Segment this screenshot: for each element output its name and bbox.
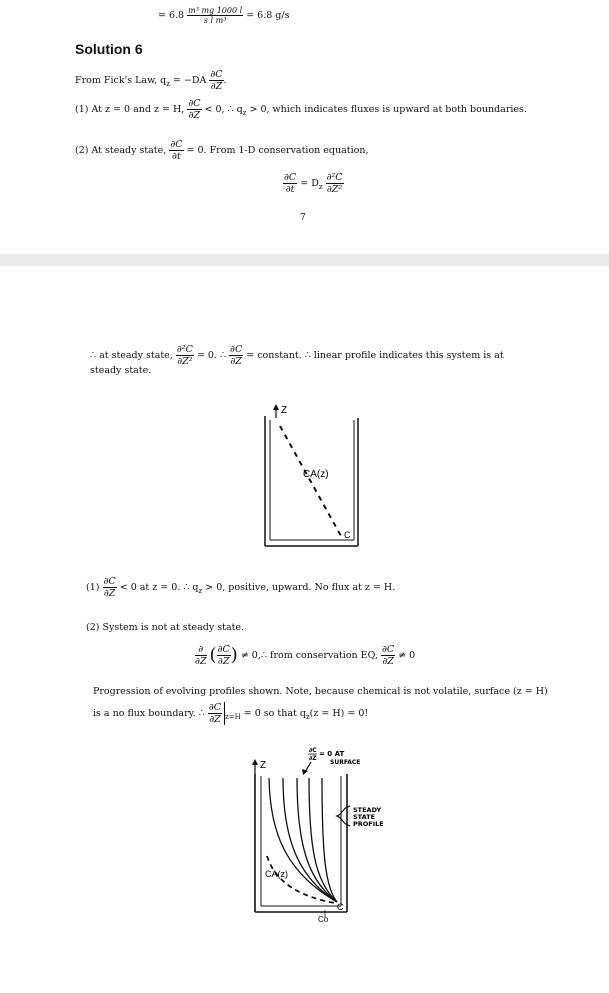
p2-item1-den: ∂Z: [103, 588, 116, 599]
fick-num: ∂C: [210, 69, 223, 80]
cons-lhs-den: ∂t: [285, 184, 295, 195]
cons-rhs-den: ∂Z²: [326, 184, 343, 195]
cons-lhs-fraction: [283, 172, 297, 195]
prog-den: ∂Z: [209, 714, 221, 725]
prog-sub: z: [305, 712, 310, 721]
fick-prefix: From Fick's Law, q: [75, 75, 167, 86]
steady-label-1: STEADY: [353, 806, 382, 814]
solution-heading: Solution 6: [75, 41, 143, 57]
ca-z-label: CA(z): [265, 869, 288, 879]
progression-line-2: [93, 702, 368, 725]
document-page-2: [0, 266, 609, 993]
steady-suffix: = constant. ∴ linear profile indicates this system is at: [246, 350, 504, 361]
c-label: C: [337, 902, 344, 912]
steady-den1: ∂Z²: [177, 356, 193, 367]
cons-rhs-fraction: [326, 172, 344, 195]
cons-lhs-num: ∂C: [284, 172, 297, 183]
item1-den: ∂Z: [188, 110, 201, 121]
profile-curve-3: [297, 778, 337, 902]
item1-sub: z: [242, 108, 247, 117]
prog-eval: z=H: [225, 712, 241, 721]
cons-sub: z: [318, 182, 323, 191]
steady-num1: ∂²C: [176, 344, 193, 355]
item2-den: ∂t: [172, 151, 181, 162]
co-label: Co: [318, 915, 329, 922]
steady-prefix: ∴ at steady state,: [90, 350, 173, 361]
note-text-2: SURFACE: [330, 759, 361, 766]
ns-mid: ≠ 0,∴ from conservation EQ,: [240, 650, 378, 661]
note-text: = 0 AT: [319, 750, 345, 758]
note-den: ∂Z: [309, 755, 317, 762]
prog-prefix: is a no flux boundary. ∴: [93, 708, 205, 719]
item-1-boundaries: [75, 98, 527, 121]
p2-item1-fraction: [103, 576, 117, 599]
ca-z-label: CA(z): [303, 469, 329, 480]
item2-suffix: = 0. From 1-D conservation equation,: [186, 145, 369, 156]
prog-num: ∂C: [208, 702, 222, 713]
item-2-steady-state: [75, 139, 369, 162]
p2-item1-prefix: (1): [86, 582, 100, 593]
steady-fraction-2: [229, 344, 243, 367]
arrow-head-icon: [273, 404, 279, 410]
arrow-head-icon: [252, 759, 258, 765]
item1-suffix: < 0, ∴ q: [204, 104, 243, 115]
item2-fraction: [169, 139, 183, 162]
steady-label-2: STATE: [353, 813, 376, 821]
item1-prefix: (1) At z = 0 and z = H,: [75, 104, 185, 115]
fick-mid: = −DA: [169, 75, 207, 86]
progression-line-1: Progression of evolving profiles shown. Note, because chemical is not volatile, surface (z = H): [93, 686, 548, 697]
steady-mid: = 0. ∴: [196, 350, 226, 361]
p2-item1-sub: z: [198, 586, 203, 595]
item1-fraction: [187, 98, 201, 121]
steady-label-3: PROFILE: [353, 820, 384, 828]
steady-state-line-2: steady state.: [90, 365, 152, 376]
steady-num2: ∂C: [230, 344, 243, 355]
steady-den2: ∂Z: [230, 356, 242, 367]
item2-prefix: (2) At steady state,: [75, 145, 167, 156]
evolving-profiles-figure: [245, 742, 425, 922]
prog-suffix: = 0 so that q: [243, 708, 306, 719]
p2-item1-tail: > 0, positive, upward. No flux at z = H.: [202, 582, 396, 593]
ns-tail: ≠ 0: [398, 650, 416, 661]
ns-op-num: ∂: [195, 644, 207, 656]
p2-item1-suffix: < 0 at z = 0. ∴ q: [119, 582, 199, 593]
z-axis-label: Z: [260, 760, 267, 771]
c-label: C: [344, 530, 351, 540]
ns-num: ∂C: [381, 644, 395, 655]
steady-fraction-1: [176, 344, 194, 367]
p2-item1-num: ∂C: [103, 576, 116, 587]
fick-fraction: [209, 69, 223, 92]
unit-numerator: m³ mg 1000 l: [188, 6, 243, 15]
fick-den: ∂Z: [210, 81, 223, 92]
note-arrow-head-icon: [302, 769, 308, 775]
ns-fraction: [381, 644, 395, 667]
item1-tail: > 0, which indicates fluxes is upward at both boundaries.: [246, 104, 527, 115]
steady-brace: [337, 806, 350, 826]
ns-inner-fraction: [217, 644, 231, 667]
z-axis-label: Z: [281, 405, 288, 416]
item-2-not-steady: (2) System is not at steady state.: [86, 622, 245, 633]
note-num: ∂C: [309, 747, 317, 754]
profile-curve-5: [322, 778, 337, 902]
item1-num: ∂C: [188, 98, 201, 109]
page-number: 7: [300, 213, 306, 223]
profile-curve-1: [269, 778, 337, 902]
ns-op-fraction: [195, 644, 207, 667]
unit-denominator: s l m³: [203, 16, 227, 25]
fick-suffix: .: [223, 75, 227, 86]
document-page-1: [0, 0, 609, 254]
steady-state-line: [90, 344, 504, 367]
prog-tail: (z = H) = 0!: [309, 708, 369, 719]
item-1-positive-upward: [86, 576, 395, 599]
prog-fraction: [208, 702, 225, 725]
cons-eq: = D: [300, 178, 319, 189]
fick-sub: z: [166, 79, 170, 88]
ns-inner-den: ∂Z: [217, 656, 230, 667]
ns-op-den: ∂Z: [195, 656, 207, 667]
ns-den: ∂Z: [382, 656, 394, 667]
ns-inner-num: ∂C: [217, 644, 230, 655]
eq-rhs: = 6.8 g/s: [246, 10, 290, 21]
conservation-equation: [283, 172, 344, 195]
unit-conversion-equation: [158, 6, 289, 25]
linear-profile-line: [280, 426, 341, 536]
unit-fraction: [187, 6, 243, 25]
ficks-law-line: [75, 69, 227, 92]
eq-lhs: = 6.8: [158, 10, 185, 21]
linear-profile-figure: [255, 400, 370, 550]
not-steady-equation: $\frac{\partial}{\partial Z}$ ( $\frac{\partial C}{\partial Z}$ ) ≠ 0,∴ from conservation EQ, $\frac{\partial C}{\partial Z}$ ≠ 0: [195, 644, 416, 667]
cons-rhs-num: ∂²C: [326, 172, 343, 183]
item2-num: ∂C: [170, 139, 183, 150]
